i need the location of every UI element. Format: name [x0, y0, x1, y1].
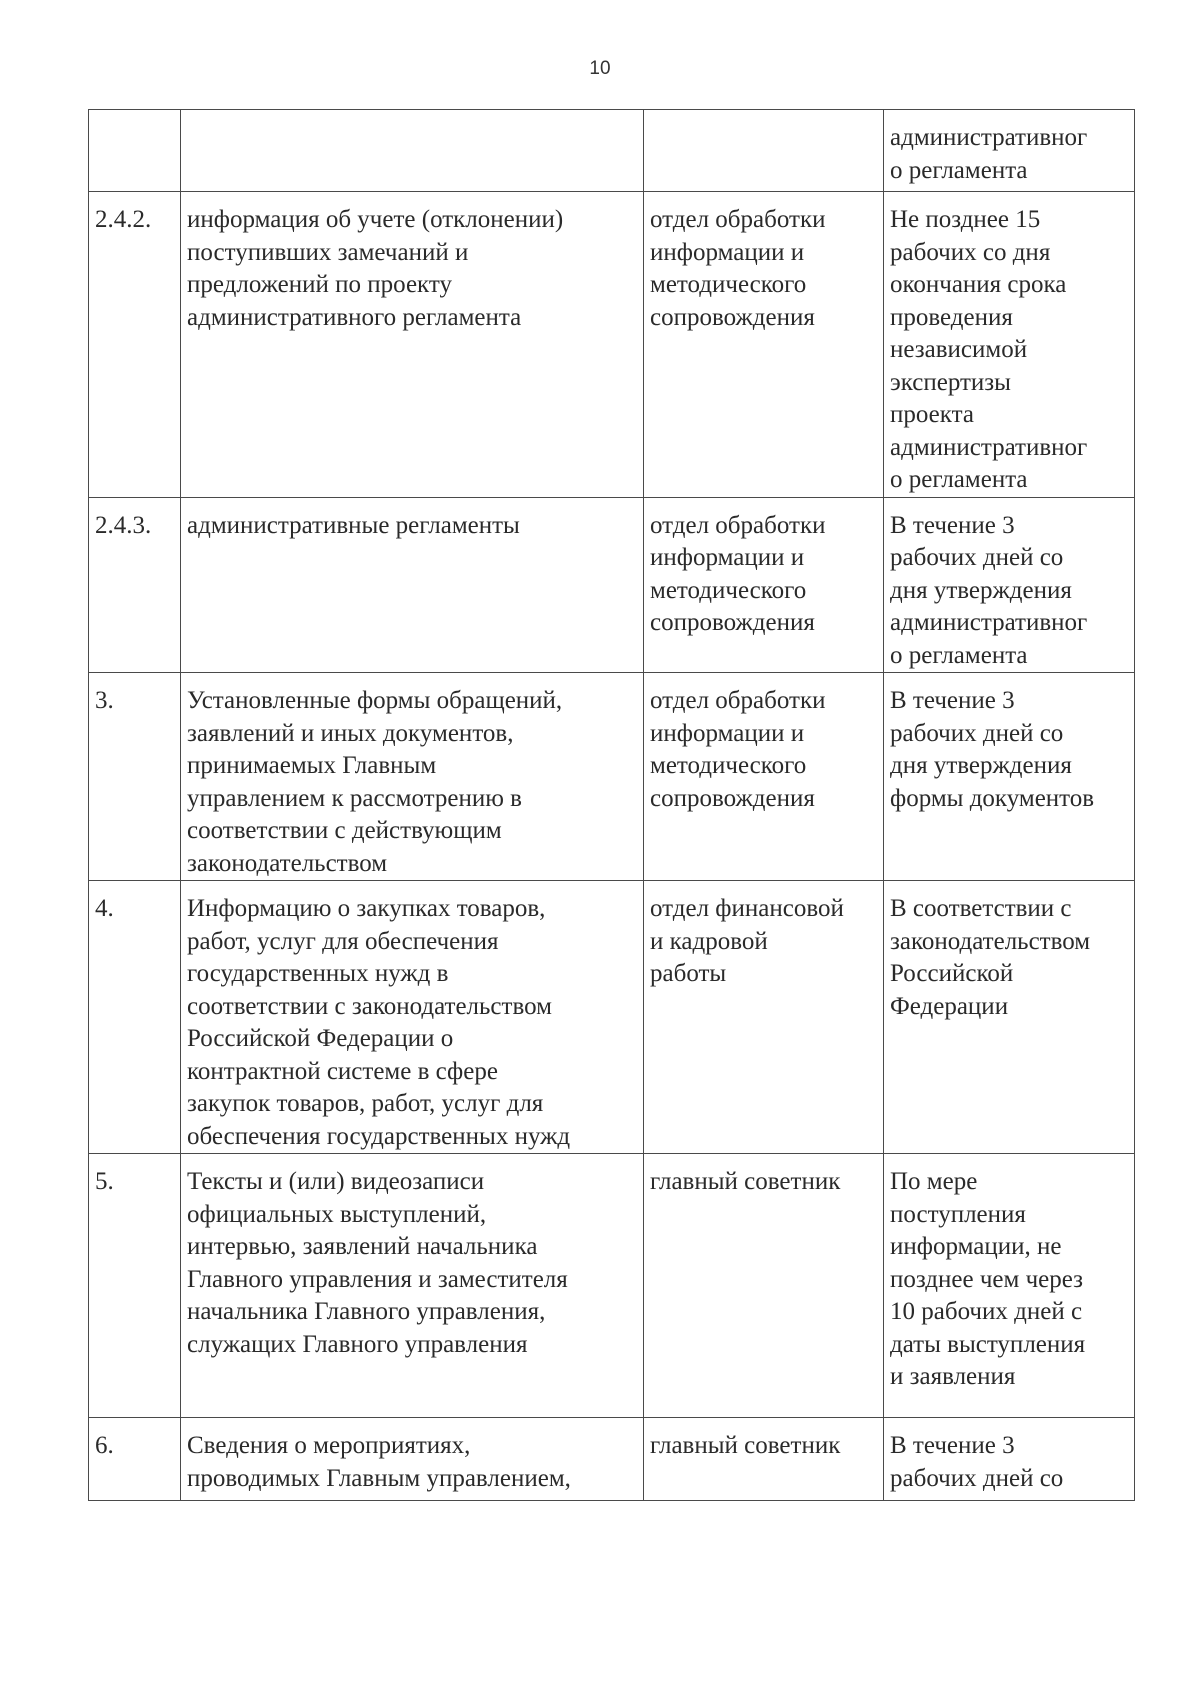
cell-description: [181, 1154, 644, 1418]
description-line: принимаемых Главным: [187, 752, 437, 779]
cell-responsible: [644, 497, 884, 673]
cell-term: [884, 192, 1135, 498]
table-row: [89, 192, 1135, 498]
cell-term: [884, 1418, 1135, 1501]
table-row: [89, 1418, 1135, 1501]
term-line: В соответствии с: [890, 895, 1072, 922]
description-line: соответствии с действующим: [187, 817, 502, 844]
description-line: проводимых Главным управлением,: [187, 1464, 571, 1492]
description-line: официальных выступлений,: [187, 1200, 487, 1228]
term-line: административног: [890, 124, 1088, 151]
term-line: формы документов: [890, 784, 1095, 812]
description-line: поступивших замечаний и: [187, 238, 469, 266]
responsible-line: методического: [650, 271, 807, 298]
description-line: заявлений и иных документов,: [187, 719, 514, 747]
responsible-line: главный советник: [650, 1432, 841, 1459]
row-number: 5.: [95, 1168, 114, 1195]
cell-term: [884, 497, 1135, 673]
term-line: 10 рабочих дней с: [890, 1298, 1083, 1325]
row-number: 3.: [95, 687, 114, 714]
cell-description: [181, 497, 644, 673]
description-line: управлением к рассмотрению в: [187, 784, 522, 812]
cell-responsible: [644, 673, 884, 881]
information-table: [88, 109, 1135, 1501]
term-line: В течение 3: [890, 511, 1015, 539]
cell-description: [181, 881, 644, 1154]
cell-description: [181, 192, 644, 498]
cell-term: [884, 1154, 1135, 1418]
responsible-line: отдел обработки: [650, 687, 826, 714]
cell-number: [89, 673, 181, 881]
row-number: 2.4.2.: [95, 206, 152, 233]
cell-term: [884, 110, 1135, 192]
term-line: рабочих со дня: [890, 238, 1051, 266]
description-line: закупок товаров, работ, услуг для: [187, 1090, 544, 1117]
description-line: Информацию о закупках товаров,: [187, 895, 546, 922]
description-line: административного регламента: [187, 303, 522, 331]
cell-responsible: [644, 192, 884, 498]
term-line: позднее чем через: [890, 1265, 1084, 1293]
responsible-line: информации и: [650, 544, 805, 571]
description-line: контрактной системе в сфере: [187, 1057, 498, 1085]
responsible-line: отдел финансовой: [650, 895, 844, 922]
term-line: о регламента: [890, 156, 1028, 184]
term-line: даты выступления: [890, 1330, 1086, 1358]
term-line: о регламента: [890, 641, 1028, 669]
term-line: рабочих дней со: [890, 719, 1064, 747]
responsible-line: отдел обработки: [650, 206, 826, 233]
term-line: окончания срока: [890, 271, 1067, 298]
cell-term: [884, 673, 1135, 881]
description-line: соответствии с законодательством: [187, 992, 552, 1020]
cell-responsible: [644, 110, 884, 192]
term-line: рабочих дней со: [890, 1464, 1064, 1492]
term-line: рабочих дней со: [890, 544, 1064, 571]
term-line: В течение 3: [890, 1432, 1015, 1459]
term-line: о регламента: [890, 466, 1028, 493]
cell-description: [181, 673, 644, 881]
term-line: дня утверждения: [890, 576, 1072, 604]
term-line: Федерации: [890, 992, 1009, 1020]
page-number: 10: [589, 58, 611, 79]
responsible-line: сопровождения: [650, 303, 815, 331]
term-line: Не позднее 15: [890, 206, 1041, 233]
cell-responsible: [644, 881, 884, 1154]
description-line: Тексты и (или) видеозаписи: [187, 1168, 485, 1195]
cell-responsible: [644, 1154, 884, 1418]
cell-number: [89, 1154, 181, 1418]
table-row: [89, 110, 1135, 192]
responsible-line: отдел обработки: [650, 511, 826, 539]
term-line: законодательством: [890, 927, 1091, 955]
row-number: 6.: [95, 1432, 114, 1459]
term-line: административног: [890, 609, 1088, 636]
description-line: Российской Федерации о: [187, 1025, 454, 1052]
responsible-line: информации и: [650, 719, 805, 747]
row-number: 2.4.3.: [95, 511, 152, 539]
table-row: [89, 1154, 1135, 1418]
term-line: независимой: [890, 336, 1028, 363]
responsible-line: главный советник: [650, 1168, 841, 1195]
cell-description: [181, 1418, 644, 1501]
responsible-line: работы: [650, 960, 727, 987]
description-line: обеспечения государственных нужд: [187, 1122, 571, 1150]
table-row: [89, 673, 1135, 881]
term-line: и заявления: [890, 1363, 1016, 1390]
cell-term: [884, 881, 1135, 1154]
description-line: государственных нужд в: [187, 960, 449, 987]
description-line: законодательством: [187, 849, 388, 877]
cell-responsible: [644, 1418, 884, 1501]
term-line: административног: [890, 433, 1088, 461]
responsible-line: сопровождения: [650, 784, 815, 812]
cell-number: [89, 192, 181, 498]
cell-number: [89, 497, 181, 673]
description-line: работ, услуг для обеспечения: [187, 927, 499, 955]
term-line: По мере: [890, 1168, 978, 1195]
description-line: интервью, заявлений начальника: [187, 1233, 538, 1260]
cell-number: [89, 881, 181, 1154]
description-line: Установленные формы обращений,: [187, 687, 563, 714]
term-line: проекта: [890, 401, 974, 428]
description-line: информация об учете (отклонении): [187, 206, 564, 233]
table-row: [89, 497, 1135, 673]
description-line: предложений по проекту: [187, 271, 452, 298]
term-line: проведения: [890, 303, 1013, 331]
term-line: поступления: [890, 1200, 1026, 1228]
cell-number: [89, 110, 181, 192]
responsible-line: и кадровой: [650, 927, 768, 955]
term-line: дня утверждения: [890, 752, 1072, 779]
term-line: информации, не: [890, 1233, 1062, 1260]
description-line: административные регламенты: [187, 511, 520, 539]
responsible-line: информации и: [650, 238, 805, 266]
cell-number: [89, 1418, 181, 1501]
term-line: В течение 3: [890, 687, 1015, 714]
term-line: экспертизы: [890, 368, 1011, 396]
term-line: Российской: [890, 960, 1014, 987]
responsible-line: методического: [650, 576, 807, 604]
description-line: Сведения о мероприятиях,: [187, 1432, 471, 1459]
description-line: служащих Главного управления: [187, 1330, 528, 1358]
responsible-line: методического: [650, 752, 807, 779]
description-line: начальника Главного управления,: [187, 1298, 546, 1325]
responsible-line: сопровождения: [650, 609, 815, 636]
table-row: [89, 881, 1135, 1154]
cell-description: [181, 110, 644, 192]
description-line: Главного управления и заместителя: [187, 1265, 568, 1293]
row-number: 4.: [95, 895, 114, 922]
